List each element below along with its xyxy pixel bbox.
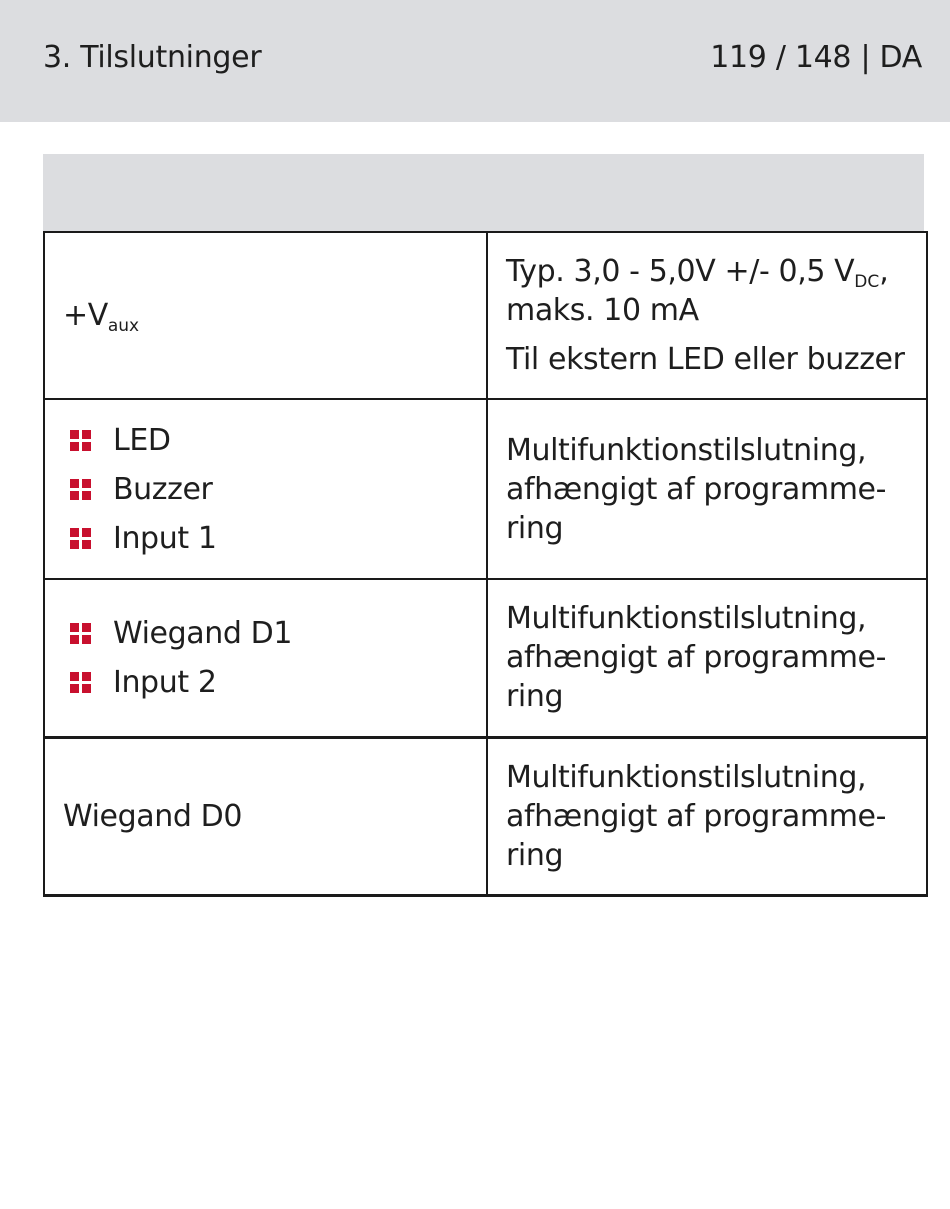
connection-table xyxy=(43,231,928,897)
red-bullet-icon xyxy=(70,479,92,501)
table-cell-description xyxy=(487,737,927,895)
list-item xyxy=(63,416,468,465)
table-cell-description xyxy=(487,579,927,737)
red-bullet-icon xyxy=(70,528,92,550)
table-header-band xyxy=(43,154,924,232)
description-text: Typ. 3,0 - 5,0V +/- 0,5 $V_{DC}$, maks. 10 mA xyxy=(506,254,889,328)
table-cell-terminal xyxy=(44,579,487,737)
table-cell-terminal xyxy=(44,399,487,579)
section-title: 3. Tilslutninger xyxy=(43,40,262,75)
table-row xyxy=(44,399,927,579)
description-text: Multifunktionstilslutning, afhængigt af programme- ring xyxy=(506,432,886,546)
page-header xyxy=(0,0,950,122)
list-item-label: LED xyxy=(113,422,171,458)
red-bullet-icon xyxy=(70,672,92,694)
description-text: Multifunktionstilslutning, afhængigt af programme- ring xyxy=(506,759,886,873)
list-item xyxy=(63,658,468,707)
list-item xyxy=(63,609,468,658)
list-item-label: Input 2 xyxy=(113,664,217,700)
table-row xyxy=(44,579,927,737)
list-item-label: Buzzer xyxy=(113,471,213,507)
terminal-list xyxy=(63,609,468,707)
list-item xyxy=(63,514,468,563)
description-note: Til ekstern LED eller buzzer xyxy=(506,342,905,377)
table-row xyxy=(44,737,927,895)
table-row xyxy=(44,232,927,399)
red-bullet-icon xyxy=(70,623,92,645)
table-cell-terminal xyxy=(44,232,487,399)
terminal-label: $+V_{aux}$ xyxy=(63,298,140,336)
list-item xyxy=(63,465,468,514)
list-item-label: Input 1 xyxy=(113,520,217,556)
table-cell-description xyxy=(487,232,927,399)
terminal-list xyxy=(63,416,468,563)
red-bullet-icon xyxy=(70,430,92,452)
description-text: Multifunktionstilslutning, afhængigt af programme- ring xyxy=(506,601,886,715)
terminal-label: Wiegand D0 xyxy=(63,798,243,834)
page-number: 119 / 148 | DA xyxy=(710,40,922,75)
list-item-label: Wiegand D1 xyxy=(113,615,293,651)
table-cell-terminal xyxy=(44,737,487,895)
table-cell-description xyxy=(487,399,927,579)
